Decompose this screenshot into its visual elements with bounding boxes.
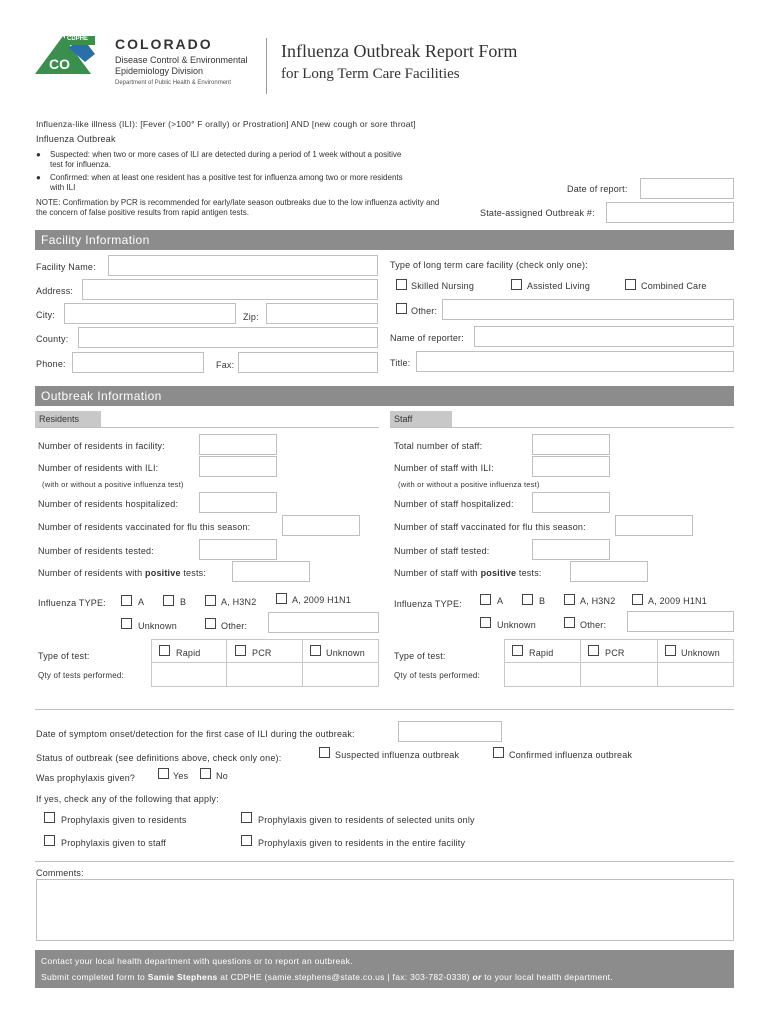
res-type-other-field[interactable] <box>268 612 379 633</box>
bullet-icon: ● <box>36 173 41 182</box>
res-test-unknown-label: Unknown <box>326 648 365 658</box>
res-ili-note: (with or without a positive influenza test) <box>42 480 184 489</box>
res-type-b-label: B <box>180 597 187 607</box>
res-type-h3n2-label: A, H3N2 <box>221 597 257 607</box>
res-type-a-label: A <box>138 597 145 607</box>
combined-care-label: Combined Care <box>641 281 707 291</box>
outbreak-heading: Influenza Outbreak <box>36 134 116 144</box>
staff-type-other-label: Other: <box>580 620 607 630</box>
res-qty-tests-label: Qty of tests performed: <box>38 671 124 680</box>
prophylaxis-no-label: No <box>216 771 228 781</box>
pcr-note: NOTE: Confirmation by PCR is recommended for early/late season outbreaks due to the low influenza activity and the concern of false positive results from rapid antigen tests. <box>36 198 440 217</box>
prophylaxis-staff-label: Prophylaxis given to staff <box>61 838 167 848</box>
outbreak-section-title: Outbreak Information <box>35 386 734 406</box>
footer-bar <box>35 950 734 988</box>
staff-type-h3n2-label: A, H3N2 <box>580 596 616 606</box>
res-influenza-type-label: Influenza TYPE: <box>38 598 106 608</box>
org-line3: Department of Public Health & Environment <box>115 80 232 86</box>
staff-qty-pcr-field[interactable] <box>580 662 658 687</box>
title-label: Title: <box>390 358 411 368</box>
staff-positive-field[interactable] <box>570 561 648 582</box>
contact-name: Samie Stephens <box>147 972 218 982</box>
fax-field[interactable] <box>238 352 378 373</box>
phone-label: Phone: <box>36 359 66 369</box>
skilled-nursing-checkbox[interactable] <box>396 279 407 290</box>
facility-name-field[interactable] <box>108 255 378 276</box>
city-label: City: <box>36 310 55 320</box>
facility-type-label: Type of long term care facility (check only one): <box>390 260 588 270</box>
prophylaxis-yes-label: Yes <box>173 771 189 781</box>
suspected-outbreak-label: Suspected influenza outbreak <box>335 750 460 760</box>
staff-qty-tests-label: Qty of tests performed: <box>394 671 480 680</box>
staff-total-label: Total number of staff: <box>394 441 483 451</box>
res-rapid-checkbox[interactable] <box>159 645 170 656</box>
res-hospitalized-field[interactable] <box>199 492 277 513</box>
address-label: Address: <box>36 286 74 296</box>
prophylaxis-entire-checkbox[interactable] <box>241 835 252 846</box>
staff-test-unknown-label: Unknown <box>681 648 720 658</box>
form-subtitle: for Long Term Care Facilities <box>281 66 460 82</box>
staff-influenza-type-label: Influenza TYPE: <box>394 599 462 609</box>
suspected-outbreak-checkbox[interactable] <box>319 747 330 758</box>
res-vaccinated-field[interactable] <box>282 515 360 536</box>
prophylaxis-units-checkbox[interactable] <box>241 812 252 823</box>
staff-type-h1n1-label: A, 2009 H1N1 <box>648 596 707 606</box>
header-divider <box>266 38 267 94</box>
prophylaxis-residents-label: Prophylaxis given to residents <box>61 815 187 825</box>
outbreak-divider <box>35 709 734 710</box>
form-title: Influenza Outbreak Report Form <box>281 41 518 61</box>
staff-ili-field[interactable] <box>532 456 610 477</box>
title-field[interactable] <box>416 351 734 372</box>
res-hospitalized-label: Number of residents hospitalized: <box>38 499 179 509</box>
logo-co: CO <box>49 56 70 72</box>
if-yes-label: If yes, check any of the following that apply: <box>36 794 219 804</box>
res-qty-unknown-field[interactable] <box>302 662 379 687</box>
res-pcr-label: PCR <box>252 648 272 658</box>
staff-type-h1n1-checkbox[interactable] <box>632 594 643 605</box>
staff-test-unknown-checkbox[interactable] <box>665 645 676 656</box>
res-ili-field[interactable] <box>199 456 277 477</box>
res-type-h3n2-checkbox[interactable] <box>205 595 216 606</box>
logo-badge: CDPHE <box>67 36 89 42</box>
reporter-label: Name of reporter: <box>390 333 464 343</box>
prophylaxis-yes-checkbox[interactable] <box>158 768 169 779</box>
ili-definition: Influenza-like illness (ILI): [Fever (>100° F orally) or Prostration] AND [new cough or sore throat] <box>36 119 416 129</box>
res-qty-pcr-field[interactable] <box>226 662 303 687</box>
res-pcr-checkbox[interactable] <box>235 645 246 656</box>
staff-vaccinated-label: Number of staff vaccinated for flu this season: <box>394 522 586 532</box>
status-label: Status of outbreak (see definitions above, check only one): <box>36 753 282 763</box>
res-tested-field[interactable] <box>199 539 277 560</box>
res-qty-rapid-field[interactable] <box>151 662 227 687</box>
fax-label: Fax: <box>216 360 235 370</box>
footer-line1: Contact your local health department with questions or to report an outbreak. <box>41 956 353 966</box>
skilled-nursing-label: Skilled Nursing <box>411 281 475 291</box>
res-type-b-checkbox[interactable] <box>163 595 174 606</box>
confirmed-def: ● Confirmed: when at least one resident has a positive test for influenza among two or more residents with ILI <box>36 173 403 192</box>
res-type-unknown-label: Unknown <box>138 621 177 631</box>
staff-type-b-label: B <box>539 596 546 606</box>
date-of-report-field[interactable] <box>640 178 734 199</box>
other-facility-label: Other: <box>411 306 438 316</box>
staff-rapid-checkbox[interactable] <box>512 645 523 656</box>
cdphe-logo <box>35 34 110 76</box>
state-outbreak-field[interactable] <box>606 202 734 223</box>
zip-field[interactable] <box>266 303 378 324</box>
staff-positive-label: Number of staff with positive tests: <box>394 568 542 578</box>
assisted-living-checkbox[interactable] <box>511 279 522 290</box>
staff-total-field[interactable] <box>532 434 610 455</box>
comments-label: Comments: <box>36 868 84 878</box>
staff-type-unknown-checkbox[interactable] <box>480 617 491 628</box>
other-facility-checkbox[interactable] <box>396 303 407 314</box>
prophylaxis-staff-checkbox[interactable] <box>44 835 55 846</box>
county-label: County: <box>36 334 69 344</box>
res-in-facility-label: Number of residents in facility: <box>38 441 165 451</box>
res-test-unknown-checkbox[interactable] <box>310 645 321 656</box>
staff-qty-rapid-field[interactable] <box>504 662 581 687</box>
staff-tested-label: Number of staff tested: <box>394 546 490 556</box>
staff-rule <box>390 427 734 428</box>
facility-section-title: Facility Information <box>35 230 734 250</box>
prophylaxis-units-label: Prophylaxis given to residents of selected units only <box>258 815 475 825</box>
other-facility-field[interactable] <box>442 299 734 320</box>
staff-type-h3n2-checkbox[interactable] <box>564 594 575 605</box>
org-line2: Epidemiology Division <box>115 66 204 76</box>
staff-tab: Staff <box>390 411 452 427</box>
staff-qty-unknown-field[interactable] <box>657 662 734 687</box>
onset-label: Date of symptom onset/detection for the first case of ILI during the outbreak: <box>36 729 355 739</box>
staff-hospitalized-label: Number of staff hospitalized: <box>394 499 514 509</box>
prophylaxis-no-checkbox[interactable] <box>200 768 211 779</box>
res-positive-label: Number of residents with positive tests: <box>38 568 207 578</box>
date-of-report-label: Date of report: <box>567 184 628 194</box>
staff-pcr-checkbox[interactable] <box>588 645 599 656</box>
staff-pcr-label: PCR <box>605 648 625 658</box>
prophylaxis-question: Was prophylaxis given? <box>36 773 136 783</box>
comments-field[interactable] <box>36 879 734 941</box>
res-vaccinated-label: Number of residents vaccinated for flu this season: <box>38 522 251 532</box>
staff-type-unknown-label: Unknown <box>497 620 536 630</box>
prophylaxis-entire-label: Prophylaxis given to residents in the entire facility <box>258 838 466 848</box>
res-tested-label: Number of residents tested: <box>38 546 154 556</box>
prophylaxis-residents-checkbox[interactable] <box>44 812 55 823</box>
state-outbreak-label: State-assigned Outbreak #: <box>480 208 595 218</box>
bullet-icon: ● <box>36 150 41 159</box>
staff-type-of-test-label: Type of test: <box>394 651 446 661</box>
staff-tested-field[interactable] <box>532 539 610 560</box>
zip-label: Zip: <box>243 312 259 322</box>
org-name: COLORADO <box>115 36 213 52</box>
comments-divider <box>35 861 734 862</box>
res-ili-label: Number of residents with ILI: <box>38 463 159 473</box>
combined-care-checkbox[interactable] <box>625 279 636 290</box>
org-line1: Disease Control & Environmental <box>115 55 248 65</box>
residents-rule <box>35 427 379 428</box>
staff-vaccinated-field[interactable] <box>615 515 693 536</box>
address-field[interactable] <box>82 279 378 300</box>
suspected-def: ● Suspected: when two or more cases of ILI are detected during a period of 1 week without a positive test for influenza. <box>36 150 402 169</box>
res-type-other-label: Other: <box>221 621 248 631</box>
staff-type-a-checkbox[interactable] <box>480 594 491 605</box>
phone-field[interactable] <box>72 352 204 373</box>
staff-ili-note: (with or without a positive influenza test) <box>398 480 540 489</box>
reporter-field[interactable] <box>474 326 734 347</box>
staff-type-other-checkbox[interactable] <box>564 617 575 628</box>
staff-type-a-label: A <box>497 596 504 606</box>
res-type-h1n1-label: A, 2009 H1N1 <box>292 595 351 605</box>
staff-hospitalized-field[interactable] <box>532 492 610 513</box>
res-positive-field[interactable] <box>232 561 310 582</box>
staff-ili-label: Number of staff with ILI: <box>394 463 494 473</box>
staff-type-b-checkbox[interactable] <box>522 594 533 605</box>
res-type-unknown-checkbox[interactable] <box>121 618 132 629</box>
staff-type-other-field[interactable] <box>627 611 734 632</box>
confirmed-outbreak-checkbox[interactable] <box>493 747 504 758</box>
county-field[interactable] <box>78 327 378 348</box>
city-field[interactable] <box>64 303 236 324</box>
confirmed-outbreak-label: Confirmed influenza outbreak <box>509 750 633 760</box>
staff-rapid-label: Rapid <box>529 648 554 658</box>
res-in-facility-field[interactable] <box>199 434 277 455</box>
res-type-a-checkbox[interactable] <box>121 595 132 606</box>
assisted-living-label: Assisted Living <box>527 281 591 291</box>
residents-tab: Residents <box>35 411 101 427</box>
res-type-h1n1-checkbox[interactable] <box>276 593 287 604</box>
res-type-of-test-label: Type of test: <box>38 651 90 661</box>
facility-name-label: Facility Name: <box>36 262 96 272</box>
res-type-other-checkbox[interactable] <box>205 618 216 629</box>
footer-line2: Submit completed form to Samie Stephens at CDPHE (samie.stephens@state.co.us | fax: 303-782-0338) or to your local health department. <box>41 972 613 982</box>
onset-field[interactable] <box>398 721 502 742</box>
res-rapid-label: Rapid <box>176 648 201 658</box>
